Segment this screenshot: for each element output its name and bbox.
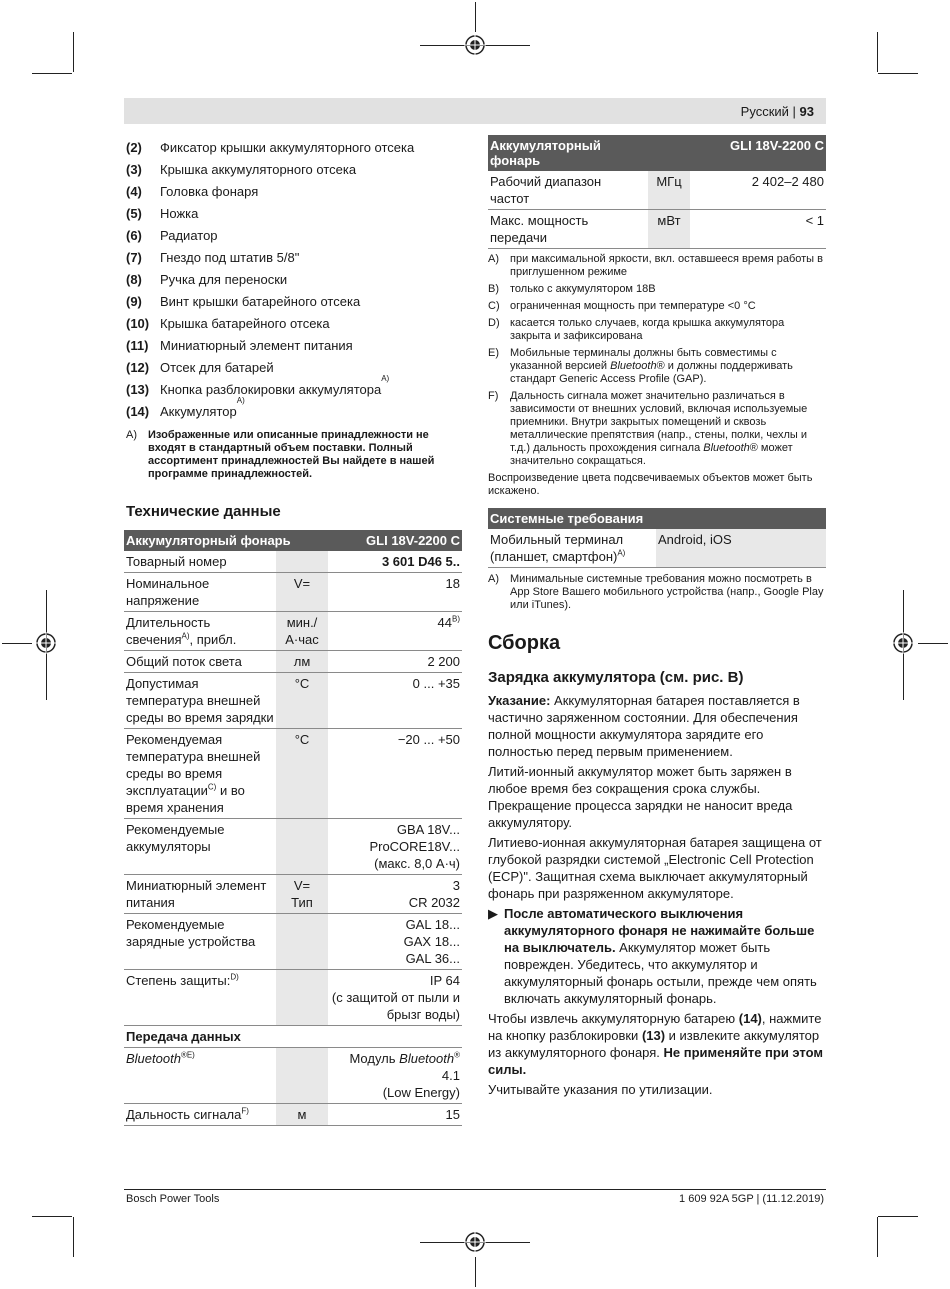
- table-cell-value: 18: [328, 573, 462, 612]
- footnote: E) Мобильные терминалы должны быть совместимы с указанной версией Bluetooth® и должны поддерживать стандарт Generic Access Profile (GAP).: [488, 347, 793, 385]
- crop-mark: [878, 73, 918, 74]
- list-item: (8) Ручка для переноски: [126, 272, 288, 287]
- registration-mark-icon: [464, 34, 486, 56]
- system-requirements-table: [488, 508, 826, 568]
- note-paragraph: Указание: Аккумуляторная батарея поставляется в частично заряженном состоянии. Для обеспечения полной мощности аккумулятора зарядите его полностью перед первым применением.: [488, 693, 800, 759]
- table-cell-param: Номинальное напряжение: [124, 573, 276, 612]
- crop-mark: [32, 1216, 72, 1217]
- table-cell-param: Рекомендуемая температура внешней среды во время эксплуатации$^{C)}$ и во время хранения: [124, 729, 276, 819]
- list-item: (3) Крышка аккумуляторного отсека: [126, 162, 357, 177]
- page-header-band: [124, 98, 826, 124]
- table-cell-value: 2 402–2 480: [690, 171, 826, 210]
- table-cell-unit: мин./ А·час: [276, 612, 328, 651]
- table-cell-unit: V=: [276, 573, 328, 612]
- triangle-bullet-icon: ▶: [488, 906, 498, 921]
- table-cell-param: Рекомендуемые зарядные устройства: [124, 914, 276, 970]
- footer-rule: [124, 1189, 826, 1190]
- table-row: [124, 573, 462, 612]
- tech-heading: Технические данные: [126, 503, 281, 520]
- registration-mark-icon: [892, 632, 914, 654]
- crop-mark: [475, 1257, 476, 1287]
- table-cell-param: Дальность сигнала$^{F)}$: [124, 1104, 276, 1126]
- table-cell-param: Общий поток света: [124, 651, 276, 673]
- table-row: [124, 970, 462, 1026]
- crop-mark: [2, 643, 32, 644]
- paragraph: Чтобы извлечь аккумуляторную батарею (14), нажмите на кнопку разблокировки (13) и извлеките аккумулятор из аккумуляторного фонаря. Не применяйте при этом силы.: [488, 1011, 824, 1077]
- table-cell-unit: лм: [276, 651, 328, 673]
- table-row: [124, 673, 462, 729]
- list-item: (10) Крышка батарейного отсека: [126, 316, 330, 331]
- table-cell-value: −20 ... +50: [328, 729, 462, 819]
- list-item: (5) Ножка: [126, 206, 199, 221]
- footer-docnum: 1 609 92A 5GP | (11.12.2019): [679, 1193, 824, 1205]
- table-col-header: Аккумуляторный фонарь: [124, 530, 328, 551]
- table-row: Дальность сигнала$^{F)}$ м 15: [124, 1104, 462, 1126]
- tech-data-table-cont: [488, 135, 826, 249]
- crop-mark: [877, 32, 878, 72]
- table-col-header: Аккумуляторный фонарь: [488, 135, 690, 171]
- table-model: GLI 18V-2200 C: [690, 135, 826, 171]
- warning-paragraph: ▶ После автоматического выключения аккумуляторного фонаря не нажимайте больше на выключатель. Аккумулятор может быть поврежден. Убедитесь, что аккумулятор и аккумуляторный фонарь остыли, прежде чем опять включать аккумуляторный фонарь.: [488, 906, 817, 1006]
- table-row: [124, 819, 462, 875]
- table-cell-param: Степень защиты:$^{D)}$: [124, 970, 276, 1026]
- table-cell-unit: [276, 914, 328, 970]
- table-row: [124, 875, 462, 914]
- table-cell-value: 0 ... +35: [328, 673, 462, 729]
- table-row: [124, 651, 462, 673]
- crop-mark: [32, 73, 72, 74]
- list-item: (4) Головка фонаря: [126, 184, 259, 199]
- table-cell-value: Модуль Bluetooth® 4.1 (Low Energy): [328, 1048, 462, 1104]
- crop-mark: [877, 1217, 878, 1257]
- table-row: [124, 1026, 462, 1048]
- table-cell-unit: [276, 970, 328, 1026]
- table-model: GLI 18V-2200 C: [328, 530, 462, 551]
- list-item: (9) Винт крышки батарейного отсека: [126, 294, 361, 309]
- left-column: [126, 137, 462, 1126]
- table-row: [124, 551, 462, 573]
- table-cell-value: $44^{B)}$: [328, 612, 462, 651]
- table-cell-value: < 1: [690, 210, 826, 249]
- paragraph: Учитывайте указания по утилизации.: [488, 1082, 713, 1097]
- list-item: (11) Миниатюрный элемент питания: [126, 338, 353, 353]
- table-cell-param: Допустимая температура внешней среды во время зарядки: [124, 673, 276, 729]
- table-row: [124, 729, 462, 819]
- table-cell-value: GBA 18V... ProCORE18V... (макс. 8,0 А·ч): [328, 819, 462, 875]
- table-cell-value: 2 200: [328, 651, 462, 673]
- table-cell-unit: мВт: [648, 210, 690, 249]
- footnote: A) при максимальной яркости, вкл. оставшееся время работы в приглушенном режиме: [488, 253, 823, 278]
- table-row: [488, 529, 826, 568]
- registration-mark-icon: [35, 632, 57, 654]
- footer-brand: Bosch Power Tools: [126, 1193, 220, 1205]
- tech-footnotes: [488, 253, 826, 468]
- table-cell-value: IP 64 (с защитой от пыли и брызг воды): [328, 970, 462, 1026]
- crop-mark: [918, 643, 948, 644]
- right-column: [488, 135, 826, 1098]
- list-item: (6) Радиатор: [126, 228, 218, 243]
- table-row: [124, 1048, 462, 1104]
- tech-data-table: [124, 530, 462, 1126]
- table-cell-param: Длительность свечения$^{A)}$, прибл.: [124, 612, 276, 651]
- table-row: [488, 171, 826, 210]
- table-header-row: [488, 135, 826, 171]
- page-header: Русский | 93: [740, 104, 814, 119]
- header-language: Русский: [740, 104, 789, 119]
- charging-subheading: Зарядка аккумулятора (см. рис. B): [488, 669, 744, 686]
- table-row: [488, 210, 826, 249]
- sysreq-header: Системные требования: [488, 508, 826, 529]
- sysreq-footnote: A) Минимальные системные требования можно посмотреть в App Store Вашего мобильного устройства (напр., Google Play или iTunes).: [488, 573, 824, 611]
- table-row: [124, 914, 462, 970]
- table-cell-unit: °C: [276, 729, 328, 819]
- list-item: (2) Фиксатор крышки аккумуляторного отсека: [126, 140, 415, 155]
- table-cell-value: 3 601 D46 5..: [328, 551, 462, 573]
- registration-mark-icon: [464, 1231, 486, 1253]
- sysreq-param: Мобильный терминал (планшет, смартфон)$^{A)}$: [488, 529, 656, 568]
- footnote: C) ограниченная мощность при температуре <0 °C: [488, 300, 756, 312]
- paragraph: Литиево-ионная аккумуляторная батарея защищена от глубокой разрядки системой „Electronic Cell Protection (ECP)". Защитная схема выключает аккумуляторный фонарь при разряженном аккумуляторе.: [488, 835, 822, 901]
- crop-mark: [73, 1217, 74, 1257]
- paragraph: Литий-ионный аккумулятор может быть заряжен в любое время без сокращения срока службы. Прекращение процесса зарядки не наносит вреда аккумулятору.: [488, 764, 793, 830]
- components-footnote: A) Изображенные или описанные принадлежности не входят в стандартный объем поставки. Полный ассортимент принадлежностей Вы найдете в нашей программе принадлежностей.: [126, 429, 435, 480]
- crop-mark: [878, 1216, 918, 1217]
- table-cell-unit: °C: [276, 673, 328, 729]
- assembly-heading: Сборка: [488, 632, 561, 654]
- color-note: Воспроизведение цвета подсвечиваемых объектов может быть искажено.: [488, 472, 813, 497]
- footnote: F) Дальность сигнала может значительно различаться в зависимости от внешних условий, включая используемые приемники. Внутри закрытых помещений и сквозь металлические препятствия (напр., стены, полки, чехлы и т.д.) дальность прохождения сигнала Bluetooth® может значительно сокращаться.: [488, 390, 808, 467]
- list-item: (13) Кнопка разблокировки аккумулятора A): [126, 374, 390, 397]
- table-cell-unit: V= Тип: [276, 875, 328, 914]
- table-cell-value: 3 CR 2032: [328, 875, 462, 914]
- table-header-row: [124, 530, 462, 551]
- table-cell-value: GAL 18... GAX 18... GAL 36...: [328, 914, 462, 970]
- component-list: [126, 137, 462, 423]
- table-cell-param: Макс. мощность передачи: [488, 210, 648, 249]
- crop-mark: [73, 32, 74, 72]
- table-cell-param: Bluetooth$^{®E)}$: [124, 1048, 276, 1104]
- sysreq-value: Android, iOS: [656, 529, 826, 568]
- footnote: B) только с аккумулятором 18В: [488, 283, 656, 295]
- table-cell-unit: [276, 819, 328, 875]
- list-item: (14) Аккумулятор A): [126, 396, 245, 419]
- table-cell-unit: [276, 551, 328, 573]
- table-cell-param: Рабочий диапазон частот: [488, 171, 648, 210]
- table-row: [124, 612, 462, 651]
- crop-mark: [475, 2, 476, 32]
- list-item: (12) Отсек для батарей: [126, 360, 274, 375]
- page-number: 93: [799, 104, 814, 119]
- list-item: (7) Гнездо под штатив 5/8": [126, 250, 300, 265]
- data-section-label: Передача данных: [124, 1026, 462, 1048]
- table-cell-param: Рекомендуемые аккумуляторы: [124, 819, 276, 875]
- table-cell-param: Товарный номер: [124, 551, 276, 573]
- table-cell-param: Миниатюрный элемент питания: [124, 875, 276, 914]
- table-cell-unit: МГц: [648, 171, 690, 210]
- footnote: D) касается только случаев, когда крышка аккумулятора закрыта и зафиксирована: [488, 317, 785, 342]
